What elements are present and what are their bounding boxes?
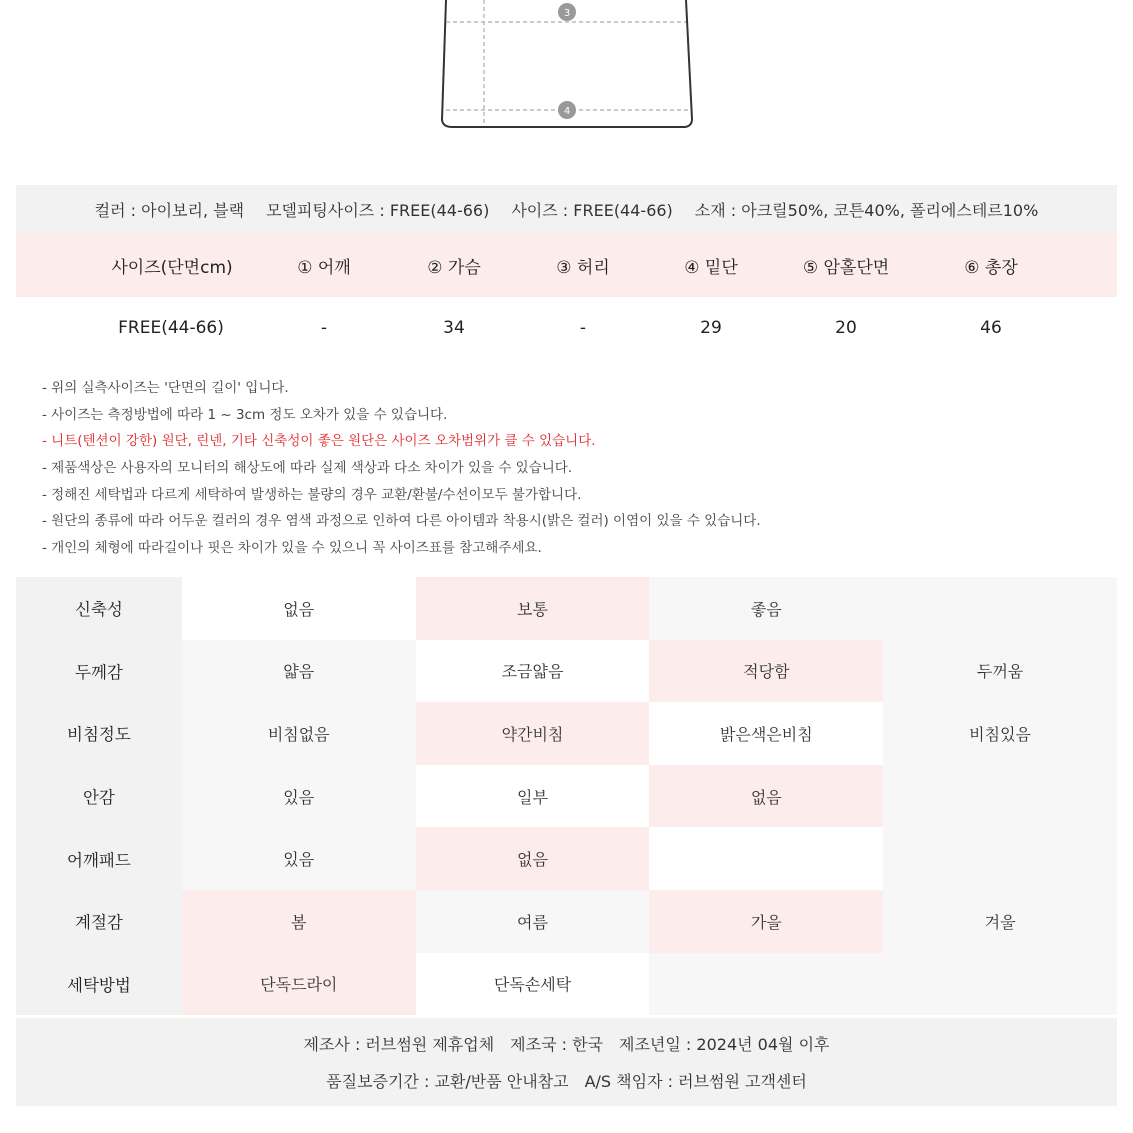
property-option	[649, 827, 883, 890]
size-table	[16, 233, 1117, 359]
note-item: - 사이즈는 측정방법에 따라 1 ~ 3cm 정도 오차가 있을 수 있습니다.	[42, 406, 448, 423]
country: 제조국 : 한국	[510, 1035, 604, 1054]
property-row-season	[16, 890, 1117, 953]
as-contact: A/S 책임자 : 러브썸원 고객센터	[584, 1072, 807, 1091]
footer-line-1	[304, 1032, 830, 1055]
manufacture-date: 제조년일 : 2024년 04월 이후	[619, 1035, 830, 1054]
note-item: - 위의 실측사이즈는 '단면의 길이' 입니다.	[42, 380, 289, 396]
property-option: 여름	[416, 890, 650, 953]
property-option-selected: 단독드라이	[182, 953, 416, 1016]
property-row-lining	[16, 765, 1117, 828]
property-row-shoulder-pad	[16, 827, 1117, 890]
property-option: 없음	[182, 577, 416, 640]
header-waist: ③ 허리	[556, 257, 610, 278]
row-hem: 29	[700, 318, 722, 338]
manufacturer: 제조사 : 러브썸원 제휴업체	[303, 1035, 495, 1054]
property-option: 조금얇음	[416, 640, 650, 703]
manufacturer-footer	[16, 1018, 1117, 1106]
property-label: 비침정도	[16, 702, 182, 765]
note-item: - 개인의 체형에 따라길이나 핏은 차이가 있을 수 있으니 꼭 사이즈표를 참고해주세요.	[42, 540, 542, 557]
header-chest: ② 가슴	[427, 257, 481, 278]
property-option: 단독손세탁	[416, 953, 650, 1016]
warranty: 품질보증기간 : 교환/반품 안내참고	[326, 1072, 569, 1091]
marker-3-label: 3	[563, 8, 571, 19]
header-armhole: ⑤ 암홀단면	[802, 257, 890, 278]
property-option-selected: 약간비침	[416, 702, 650, 765]
property-option	[883, 953, 1117, 1016]
property-label: 두께감	[16, 640, 182, 703]
property-row-thickness	[16, 640, 1117, 703]
property-option: 얇음	[182, 640, 416, 703]
property-label: 세탁방법	[16, 953, 182, 1016]
garment-diagram	[0, 0, 1133, 140]
row-waist: -	[579, 318, 587, 338]
size-table-header	[16, 233, 1117, 297]
property-option: 있음	[182, 765, 416, 828]
property-row-sheerness	[16, 702, 1117, 765]
property-option	[883, 765, 1117, 828]
property-row-washing	[16, 953, 1117, 1016]
property-option-selected: 적당함	[649, 640, 883, 703]
property-grid	[16, 577, 1117, 1015]
property-option	[883, 827, 1117, 890]
color-info: 컬러 : 아이보리, 블랙	[94, 200, 245, 220]
header-length: ⑥ 총장	[964, 257, 1018, 278]
size-table-row	[16, 297, 1117, 359]
property-option: 비침있음	[883, 702, 1117, 765]
property-option: 좋음	[649, 577, 883, 640]
property-label: 신축성	[16, 577, 182, 640]
note-item-warning: - 니트(텐션이 강한) 원단, 린넨, 기타 신축성이 좋은 원단은 사이즈 오차범위가 클 수 있습니다.	[42, 433, 596, 450]
property-option-selected: 없음	[649, 765, 883, 828]
note-item: - 원단의 종류에 따라 어두운 컬러의 경우 염색 과정으로 인하여 다른 아이템과 착용시(밝은 컬러) 이염이 있을 수 있습니다.	[42, 513, 761, 530]
size-info: 사이즈 : FREE(44-66)	[511, 200, 673, 220]
marker-4-label: 4	[563, 106, 571, 117]
property-option-selected: 가을	[649, 890, 883, 953]
material-info: 소재 : 아크릴50%, 코튼40%, 폴리에스테르10%	[694, 200, 1039, 220]
size-notes	[42, 378, 761, 565]
property-option-selected: 봄	[182, 890, 416, 953]
header-hem: ④ 밑단	[684, 257, 738, 278]
property-option	[649, 953, 883, 1016]
row-chest: 34	[443, 318, 465, 338]
property-option: 있음	[182, 827, 416, 890]
model-fit-info: 모델피팅사이즈 : FREE(44-66)	[266, 200, 490, 220]
property-label: 계절감	[16, 890, 182, 953]
row-armhole: 20	[835, 318, 857, 338]
product-info-bar	[16, 185, 1117, 233]
header-size: 사이즈(단면cm)	[111, 257, 233, 278]
property-option: 겨울	[883, 890, 1117, 953]
property-label: 어깨패드	[16, 827, 182, 890]
property-option	[883, 577, 1117, 640]
property-label: 안감	[16, 765, 182, 828]
property-option: 일부	[416, 765, 650, 828]
header-shoulder: ① 어깨	[297, 257, 351, 278]
property-option-selected: 보통	[416, 577, 650, 640]
property-option: 밝은색은비침	[649, 702, 883, 765]
row-size: FREE(44-66)	[118, 318, 224, 338]
note-item: - 제품색상은 사용자의 모니터의 해상도에 따라 실제 색상과 다소 차이가 있을 수 있습니다.	[42, 460, 573, 477]
property-row-stretch	[16, 577, 1117, 640]
note-item: - 정해진 세탁법과 다르게 세탁하여 발생하는 불량의 경우 교환/환불/수선이모두 불가합니다.	[42, 486, 582, 503]
property-option-selected: 없음	[416, 827, 650, 890]
property-option: 비침없음	[182, 702, 416, 765]
property-option: 두꺼움	[883, 640, 1117, 703]
row-length: 46	[980, 318, 1002, 338]
row-shoulder: -	[320, 318, 328, 338]
footer-line-2	[326, 1069, 807, 1092]
